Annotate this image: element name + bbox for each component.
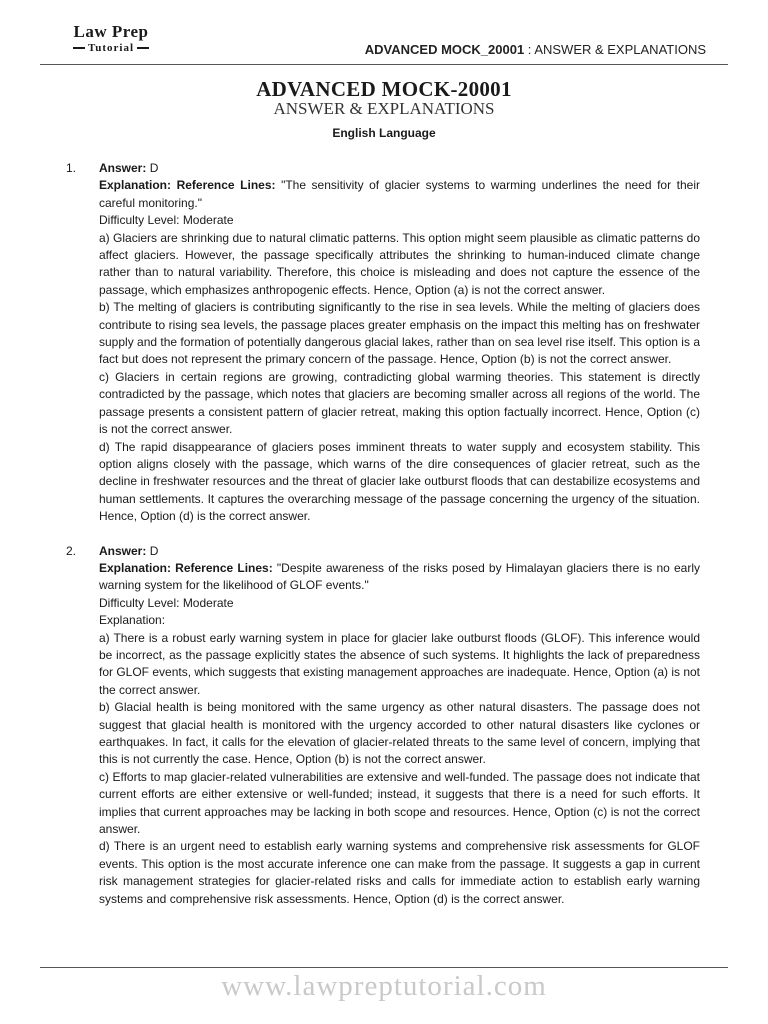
- option-explanation: d) The rapid disappearance of glaciers poses imminent threats to water supply and ecosystem stability. This option aligns closely with the passage, which warns of the dire consequences of glacier retreat, such as the decline in freshwater resources and the threat of glacier lake outburst floods that can destabilize ecosystems and human settlements. It captures the overarching message of the passage concerning the urgency of the situation. Hence, Option (d) is the correct answer.: [99, 439, 700, 524]
- page-subtitle: ANSWER & EXPLANATIONS: [273, 99, 495, 118]
- header-doc-code: ADVANCED MOCK_20001: [364, 42, 525, 57]
- answer-value: D: [149, 543, 159, 558]
- running-header: [365, 42, 706, 57]
- reference-text: "The sensitivity of glacier systems to warming underlines the need for their careful monitoring.": [99, 178, 700, 210]
- answer-list: [66, 160, 700, 925]
- answer-line: [99, 160, 700, 177]
- option-explanation: b) The melting of glaciers is contributing significantly to the rise in sea levels. While the melting of glaciers does contribute to rising sea levels, the passage places greater emphasis on the impact this melting has on freshwater supply and the formation of potentially dangerous glacial lakes, rather than on sea level rise itself. This option is a fact but does not represent the primary concern of the passage. Hence, Option (b) is not the correct answer.: [99, 300, 700, 367]
- question-body: [99, 543, 700, 909]
- brand-logo: [66, 22, 156, 64]
- footer-website: www.lawpreptutorial.com: [221, 970, 547, 1002]
- explanation-line: [99, 560, 700, 595]
- answer-line: [99, 543, 700, 560]
- page-title: ADVANCED MOCK-20001: [256, 77, 512, 101]
- answer-value: D: [149, 161, 159, 175]
- explanation-line: [99, 177, 700, 212]
- option-explanation: c) Efforts to map glacier-related vulnerabilities are extensive and well-funded. The passage does not indicate that current efforts are either extensive or well-funded; instead, it suggests that there is a need for such efforts. It implies that current approaches may be lacking in both scope and resources. Hence, Option (c) is not the correct answer.: [99, 769, 700, 837]
- question-item: [66, 160, 700, 526]
- answer-label: Answer:: [99, 161, 147, 175]
- footer-divider: [40, 967, 728, 968]
- option-explanation: b) Glacial health is being monitored with the same urgency as other natural disasters. The passage does not suggest that glacial health is monitored with the urgency accorded to other natural disasters like cyclones or earthquakes. In fact, it calls for the elevation of glacier-related threats to the same level of concern, implying that this is not currently the case. Hence, Option (b) is not the correct answer.: [99, 700, 700, 767]
- option-explanation: a) There is a robust early warning system in place for glacier lake outburst floods (GLOF). This inference would be incorrect, as the passage explicitly states the absence of such systems. It highlights the lack of preparedness for GLOF events, which suggests that existing management approaches are inadequate. Hence, Option (a) is not the correct answer.: [99, 630, 701, 697]
- option-explanation: a) Glaciers are shrinking due to natural climatic patterns. This option might seem plausible as climatic patterns do affect glaciers. However, the passage specifically attributes the shrinking to human-induced climate change rather than to natural variability. Therefore, this choice is misleading and does not capture the essence of the passage, which emphasizes anthropogenic effects. Hence, Option (a) is not the correct answer.: [99, 230, 700, 297]
- explanation-label: Explanation: Reference Lines:: [99, 560, 273, 575]
- header-separator: :: [524, 42, 535, 57]
- explanation-label: Explanation: Reference Lines:: [99, 178, 276, 193]
- section-heading: English Language: [332, 126, 436, 140]
- answer-label: Answer:: [99, 543, 147, 558]
- logo-subtitle: [66, 42, 156, 54]
- question-body: [99, 160, 700, 526]
- difficulty-level: Difficulty Level: Moderate: [99, 213, 234, 228]
- question-number: 1.: [66, 161, 77, 175]
- header-doc-type: ANSWER & EXPLANATIONS: [534, 42, 706, 57]
- logo-bar-right: [137, 47, 149, 49]
- explanation-heading: Explanation:: [99, 613, 166, 628]
- option-explanation: c) Glaciers in certain regions are growing, contradicting global warming theories. This statement is directly contradicted by the passage, which notes that glaciers are becoming smaller across all regions of the world. The passage presents a consistent pattern of glacier retreat, making this option factually incorrect. Hence, Option (c) is not the correct answer.: [99, 369, 700, 437]
- logo-wordmark: Law Prep: [73, 22, 149, 41]
- logo-bar-left: [73, 47, 85, 49]
- reference-text: "Despite awareness of the risks posed by Himalayan glaciers there is no early warning system for the likelihood of GLOF events.": [99, 560, 700, 593]
- logo-subtitle-text: Tutorial: [87, 42, 135, 54]
- header-divider: [40, 64, 728, 65]
- option-explanation: d) There is an urgent need to establish early warning systems and comprehensive risk assessments for GLOF events. This option is the most accurate inference one can make from the passage. It suggests a gap in current risk management strategies for glacier-related risks and calls for immediate action to establish early warning systems and comprehensive risk assessments. Hence, Option (d) is the correct answer.: [99, 839, 700, 906]
- question-item: [66, 543, 700, 909]
- difficulty-level: Difficulty Level: Moderate: [99, 595, 234, 610]
- question-number: 2.: [66, 543, 77, 558]
